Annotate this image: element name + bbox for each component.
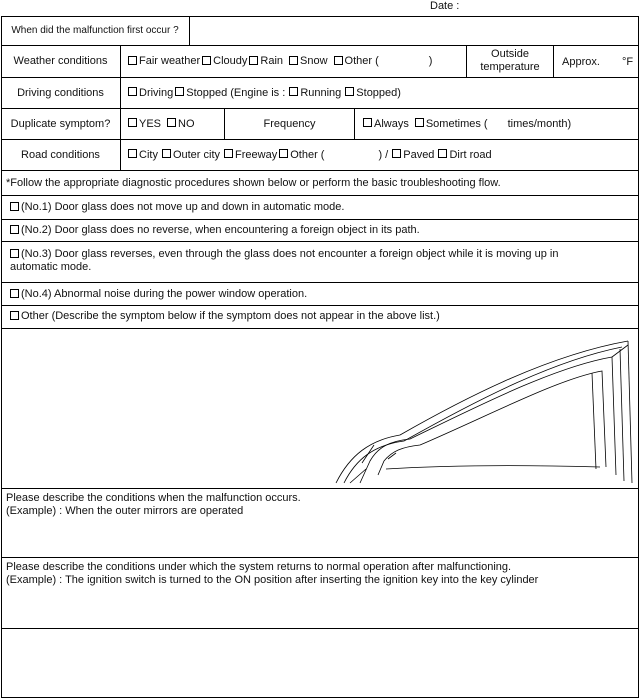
checkbox-snow[interactable]	[289, 56, 298, 65]
checkbox-engine-stopped[interactable]	[345, 87, 354, 96]
checkbox-yes[interactable]	[128, 118, 137, 127]
divider	[1, 195, 639, 196]
weather-options	[128, 45, 432, 77]
option-label: NO	[178, 117, 195, 130]
date-label: Date :	[430, 0, 460, 12]
divider	[1, 488, 639, 489]
road-options	[128, 139, 492, 170]
checkbox-fair-weather[interactable]	[128, 56, 137, 65]
driving-options	[128, 77, 401, 108]
outside-temperature-label: Outside temperature	[480, 48, 540, 73]
divider	[1, 282, 639, 283]
close-paren: )	[428, 55, 433, 67]
duplicate-options	[128, 108, 195, 139]
temperature-unit: °F	[622, 56, 634, 68]
divider	[120, 45, 121, 170]
checkbox-paved[interactable]	[392, 149, 401, 158]
description-example: (Example) : The ignition switch is turned to the ON position after inserting the ignition key into the key cylinder	[6, 574, 539, 586]
divider	[1, 328, 639, 329]
weather-label: Weather conditions	[13, 55, 108, 67]
checkbox-city[interactable]	[128, 149, 137, 158]
symptom-item[interactable]: (No.4) Abnormal noise during the power window operation.	[10, 288, 635, 301]
description-example: (Example) : When the outer mirrors are operated	[6, 505, 244, 517]
symptom-item[interactable]: (No.1) Door glass does not move up and down in automatic mode.	[10, 201, 635, 214]
option-label: Stopped)	[356, 86, 401, 99]
malfunction-conditions-text	[6, 492, 635, 518]
checkbox-no[interactable]	[167, 118, 176, 127]
description-prompt: Please describe the conditions when the malfunction occurs.	[6, 492, 301, 504]
road-separator: ) /	[378, 148, 389, 161]
checkbox-outer-city[interactable]	[162, 149, 171, 158]
option-label: Stopped (Engine is :	[186, 86, 286, 99]
checkbox-driving[interactable]	[128, 87, 137, 96]
option-label: Rain	[260, 55, 284, 67]
checkbox-cloudy[interactable]	[202, 56, 211, 65]
option-label: YES	[139, 117, 162, 130]
driving-label: Driving conditions	[17, 86, 104, 99]
frequency-options	[363, 108, 571, 139]
divider	[553, 45, 554, 77]
normal-operation-conditions-text	[6, 561, 635, 587]
duplicate-symptom-label: Duplicate symptom?	[10, 117, 111, 130]
divider	[1, 219, 639, 220]
divider	[1, 557, 639, 558]
option-label: Fair weather	[139, 55, 201, 67]
diagnostic-note: *Follow the appropriate diagnostic procedures shown below or perform the basic troubleshooting flow.	[6, 177, 501, 189]
symptom-item[interactable]: (No.3) Door glass reverses, even through the glass does not encounter a foreign object while it is moving up in automatic mode.	[10, 248, 559, 273]
option-label: Other (	[290, 148, 325, 161]
frequency-label: Frequency	[263, 117, 316, 130]
option-label: Snow	[300, 55, 328, 67]
checkbox-engine-running[interactable]	[289, 87, 298, 96]
divider	[1, 305, 639, 306]
checkbox-other-road[interactable]	[279, 149, 288, 158]
option-label: Freeway	[235, 148, 278, 161]
option-label: Driving	[139, 86, 174, 99]
option-label: City	[139, 148, 158, 161]
checkbox-freeway[interactable]	[224, 149, 233, 158]
checkbox-rain[interactable]	[249, 56, 258, 65]
description-prompt: Please describe the conditions under which the system returns to normal operation after malfunctioning.	[6, 561, 512, 573]
divider	[354, 108, 355, 139]
divider	[1, 170, 639, 171]
approx-label: Approx.	[562, 56, 600, 68]
first-occur-answer-field[interactable]	[190, 16, 638, 45]
option-label: Running	[300, 86, 342, 99]
option-label: Outer city	[172, 148, 221, 161]
door-glass-illustration	[330, 335, 636, 485]
option-label: Dirt road	[449, 148, 492, 161]
symptom-item[interactable]: (No.2) Door glass does no reverse, when encountering a foreign object in its path.	[10, 224, 635, 237]
checkbox-stopped[interactable]	[175, 87, 184, 96]
symptom-item[interactable]: Other (Describe the symptom below if the symptom does not appear in the above list.)	[10, 310, 635, 323]
checkbox-other-weather[interactable]	[334, 56, 343, 65]
checkbox-dirt-road[interactable]	[438, 149, 447, 158]
option-label: Cloudy	[213, 55, 248, 67]
road-label: Road conditions	[21, 148, 100, 161]
option-label: Other (	[344, 55, 379, 67]
first-occur-question: When did the malfunction first occur ?	[11, 25, 179, 36]
times-per-month: times/month)	[507, 117, 572, 130]
divider	[1, 628, 639, 629]
checkbox-sometimes[interactable]	[415, 118, 424, 127]
option-label: Paved	[403, 148, 435, 161]
divider	[1, 241, 639, 242]
option-label: Always	[374, 117, 409, 130]
option-label: Sometimes (	[425, 117, 488, 130]
checkbox-always[interactable]	[363, 118, 372, 127]
